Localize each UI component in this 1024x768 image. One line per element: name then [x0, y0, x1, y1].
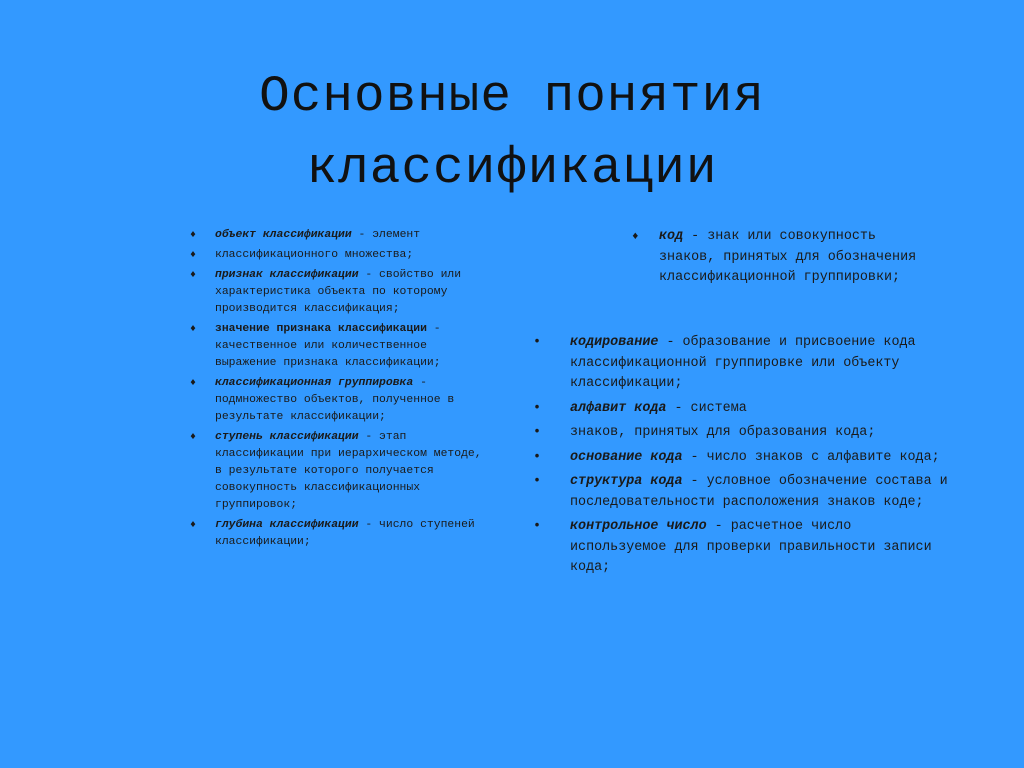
definition: - образование и присвоение кода классификационной группировке или объекту классификации;: [570, 335, 916, 391]
definition: - качественное или количественное выражение признака классификации;: [215, 323, 441, 369]
definition: - элемент: [351, 229, 421, 241]
diamond-bullet-icon: ♦: [190, 250, 197, 261]
diamond-bullet-icon: ♦: [632, 231, 639, 243]
dot-bullet-icon: •: [533, 425, 542, 440]
dot-bullet-icon: •: [533, 400, 542, 416]
slide-title-line-2: классификации: [306, 141, 718, 198]
diamond-bullet-icon: ♦: [190, 432, 197, 443]
list-item: [190, 375, 490, 426]
dot-bullet-icon: •: [533, 335, 542, 350]
list-item: [530, 472, 950, 513]
right-top-definition: [632, 227, 932, 289]
diamond-bullet-icon: ♦: [190, 520, 197, 531]
term: код: [659, 229, 684, 244]
definition: - число знаков с алфавите кода;: [682, 449, 940, 465]
term: основание кода: [570, 449, 683, 465]
list-item: [530, 333, 950, 395]
definition: классификационного множества;: [215, 249, 414, 261]
term: структура кода: [570, 474, 683, 489]
term: контрольное число: [570, 519, 707, 534]
term: глубина классификации: [215, 519, 359, 531]
slide-title-line-1: Основные понятия: [259, 69, 765, 126]
definition: - число ступеней классификации;: [215, 519, 475, 548]
definition: - этап классификации при иерархическом методе, в результате которого получается совокупность классификационных группировок;: [215, 431, 482, 511]
term: кодирование: [570, 335, 659, 350]
list-item: [530, 399, 950, 420]
definition: - подмножество объектов, полученное в результате классификации;: [215, 377, 455, 423]
list-item: [190, 267, 490, 318]
dot-bullet-icon: •: [533, 449, 542, 465]
diamond-bullet-icon: ♦: [190, 270, 197, 281]
definition: - расчетное число используемое для проверки правильности записи кода;: [570, 519, 932, 575]
term: объект классификации: [215, 229, 352, 241]
term: алфавит кода: [570, 400, 667, 416]
list-item: [190, 429, 490, 514]
list-item: [190, 321, 490, 372]
definition: знаков, принятых для образования кода;: [570, 425, 876, 440]
list-item: [190, 517, 490, 551]
term: признак классификации: [215, 269, 359, 281]
list-item: [530, 448, 950, 469]
list-item: [190, 227, 490, 244]
dot-bullet-icon: •: [533, 519, 542, 534]
dot-bullet-icon: •: [533, 474, 542, 489]
definition: - система: [666, 400, 747, 416]
term: ступень классификации: [215, 431, 359, 443]
diamond-bullet-icon: ♦: [190, 230, 197, 241]
term: значение признака классификации: [215, 323, 427, 335]
list-item: [530, 517, 950, 579]
left-definition-list: [190, 227, 490, 554]
list-item: [632, 227, 932, 289]
diamond-bullet-icon: ♦: [190, 324, 197, 335]
definition: - свойство или характеристика объекта по которому производится классификация;: [215, 269, 462, 315]
slide-title: [0, 62, 1024, 206]
term: классификационная группировка: [215, 377, 414, 389]
list-item: [530, 423, 950, 444]
right-definition-list: [530, 333, 950, 583]
diamond-bullet-icon: ♦: [190, 378, 197, 389]
list-item: [190, 247, 490, 264]
definition: - условное обозначение состава и последовательности расположения знаков коде;: [570, 474, 948, 510]
definition: - знак или совокупность знаков, принятых для обозначения классификационной группировки;: [659, 229, 917, 285]
